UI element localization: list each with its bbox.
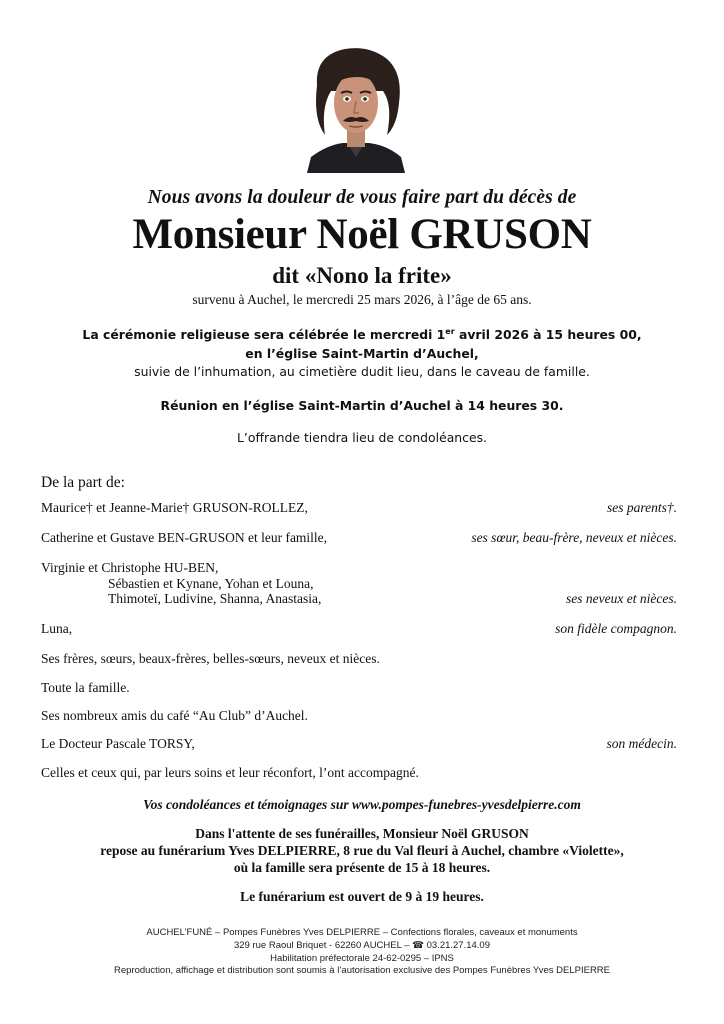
funeral-home-line-1: Dans l'attente de ses funérailles, Monsieur Noël GRUSON: [195, 826, 529, 841]
family-names-continued: Thimoteï, Ludivine, Shanna, Anastasia,: [108, 591, 322, 606]
family-relation: ses parents†.: [607, 500, 677, 515]
funeral-home-line-2: repose au funérarium Yves DELPIERRE, 8 rue du Val fleuri à Auchel, chambre «Violette»,: [100, 843, 624, 858]
opening-hours: Le funérarium est ouvert de 9 à 19 heures.: [240, 889, 484, 904]
deceased-nickname: dit «Nono la frite»: [272, 263, 452, 288]
footer-company: AUCHEL’FUNÉ – Pompes Funèbres Yves DELPIERRE – Confections florales, caveaux et monuments: [146, 927, 578, 938]
family-names: Ses frères, sœurs, beaux-frères, belles-sœurs, neveux et nièces.: [41, 651, 380, 666]
family-names: Ses nombreux amis du café “Au Club” d’Auchel.: [41, 708, 308, 723]
footer-legal: Reproduction, affichage et distribution sont soumis à l’autorisation exclusive des Pompes Funèbres Yves DELPIERRE: [113, 965, 611, 976]
family-names: Virginie et Christophe HU-BEN,: [41, 560, 219, 575]
offering-notice: L’offrande tiendra lieu de condoléances.: [237, 430, 487, 445]
death-details: survenu à Auchel, le mercredi 25 mars 2026, à l’âge de 65 ans.: [192, 292, 532, 307]
ceremony-line-1: La cérémonie religieuse sera célébrée le mercredi 1er avril 2026 à 15 heures 00,: [82, 327, 642, 343]
family-names: Le Docteur Pascale TORSY,: [41, 736, 195, 751]
ceremony-line-2: en l’église Saint-Martin d’Auchel,: [245, 346, 479, 361]
deceased-name: Monsieur Noël GRUSON: [132, 211, 592, 258]
family-names: Toute la famille.: [41, 680, 130, 695]
portrait-photo: [307, 45, 405, 173]
footer-license: Habilitation préfectorale 24-62-0295 – IPNS: [270, 953, 454, 964]
condolences-website: Vos condoléances et témoignages sur www.pompes-funebres-yvesdelpierre.com: [143, 797, 581, 812]
family-names-continued: Sébastien et Kynane, Yohan et Louna,: [108, 576, 314, 591]
family-relation: son fidèle compagnon.: [555, 621, 677, 636]
family-relation: ses neveux et nièces.: [566, 591, 677, 606]
family-names: Luna,: [41, 621, 73, 636]
family-relation: son médecin.: [606, 736, 677, 751]
reunion-notice: Réunion en l’église Saint-Martin d’Auchel à 14 heures 30.: [160, 398, 564, 413]
ceremony-line-3: suivie de l’inhumation, au cimetière dudit lieu, dans le caveau de famille.: [134, 364, 590, 379]
footer-address: 329 rue Raoul Briquet - 62260 AUCHEL – ☎ 03.21.27.14.09: [233, 940, 491, 951]
announcement-intro: Nous avons la douleur de vous faire part du décès de: [147, 187, 577, 208]
family-names: Maurice† et Jeanne-Marie† GRUSON-ROLLEZ,: [41, 500, 308, 515]
family-names: Catherine et Gustave BEN-GRUSON et leur famille,: [41, 530, 328, 545]
phone-icon: ☎: [412, 940, 427, 951]
de-la-part-heading: De la part de:: [41, 474, 125, 491]
family-names: Celles et ceux qui, par leurs soins et leur réconfort, l’ont accompagné.: [41, 765, 419, 780]
funeral-home-line-3: où la famille sera présente de 15 à 18 heures.: [233, 860, 491, 875]
family-relation: ses sœur, beau-frère, neveux et nièces.: [471, 530, 677, 545]
